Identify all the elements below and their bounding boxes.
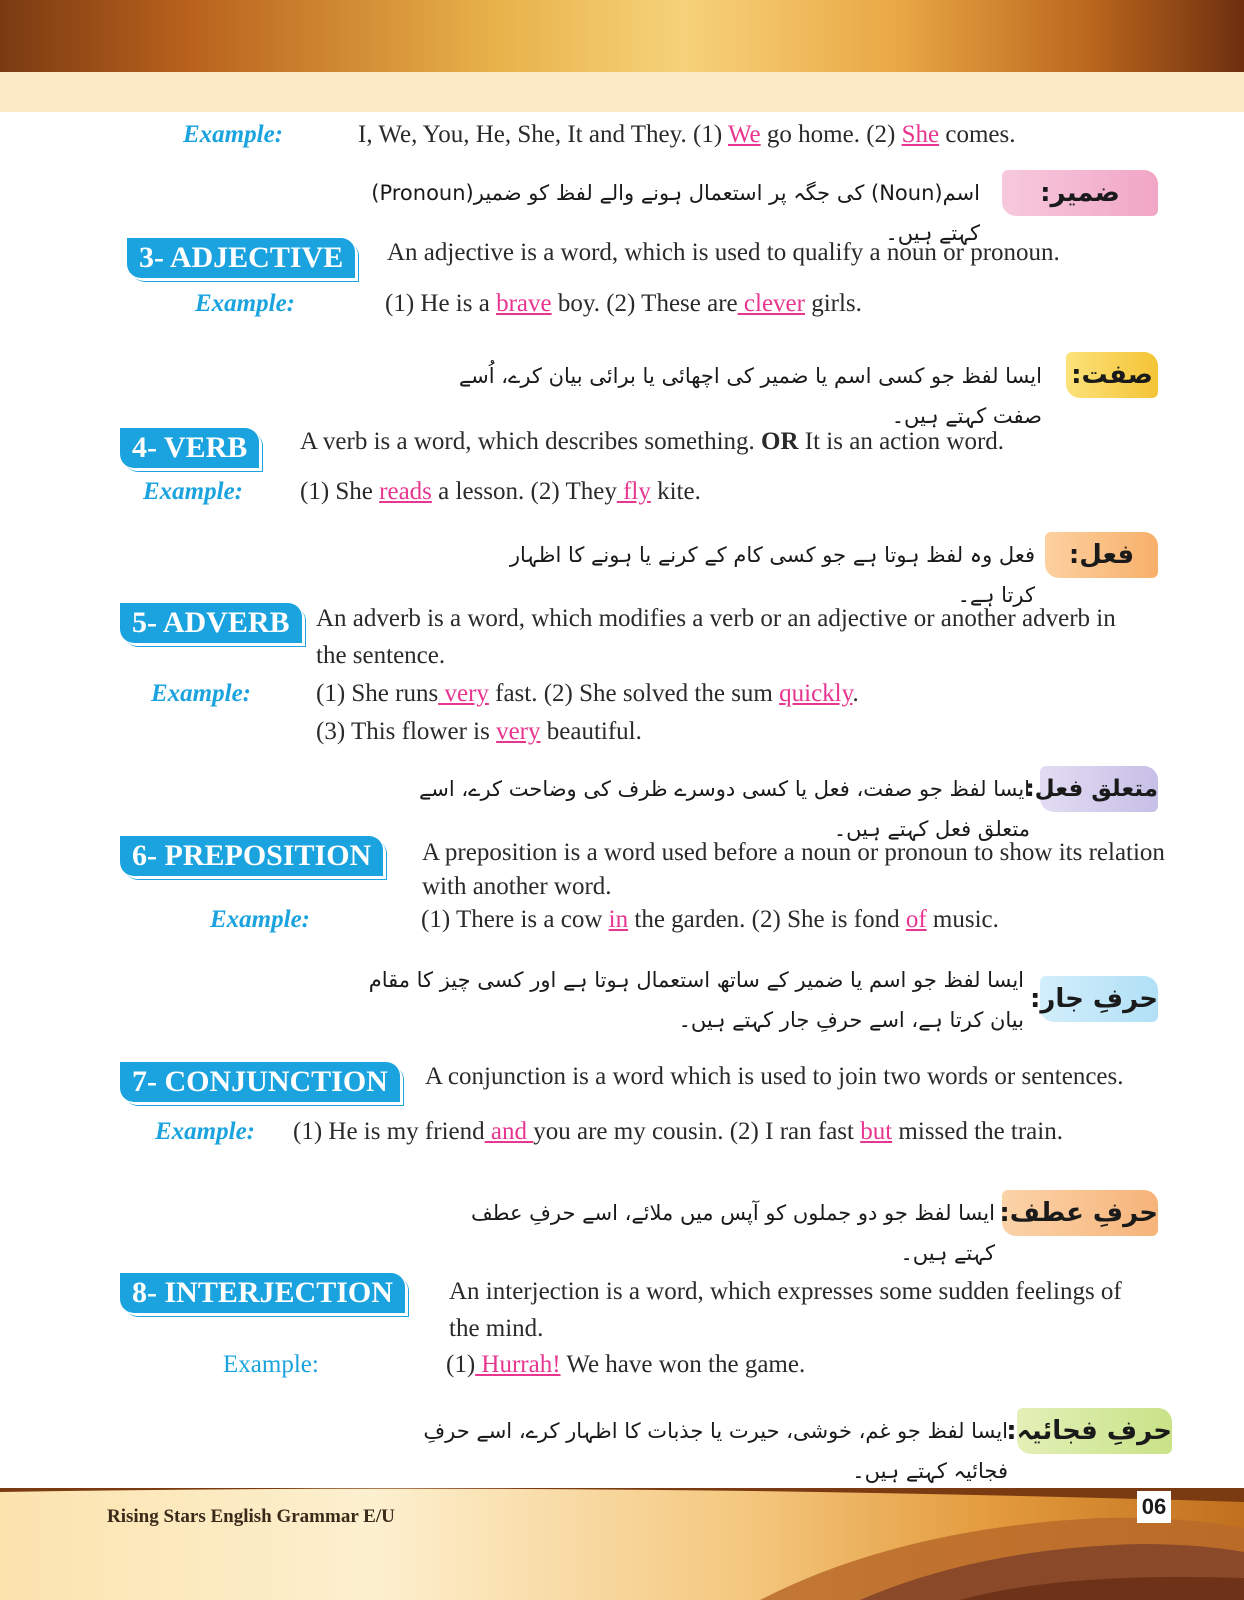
interjection-definition: An interjection is a word, which expresses some sudden feelings of the mind.	[449, 1278, 1122, 1342]
adjective-urdu-label: صفت:	[1066, 352, 1158, 398]
top-banner	[0, 0, 1244, 72]
bottom-banner	[0, 1488, 1244, 1600]
interjection-heading: 8- INTERJECTION	[120, 1273, 405, 1313]
highlight-word: quickly	[779, 680, 853, 707]
pronoun-urdu-definition: اسم(Noun) کی جگہ پر استعمال ہونے والے لفظ کو ضمیر(Pronoun) کہتے ہیں۔	[371, 181, 980, 245]
example-text: kite.	[650, 478, 701, 505]
verb-example	[300, 478, 701, 506]
adjective-definition: An adjective is a word, which is used to qualify a noun or pronoun.	[387, 239, 1060, 266]
example-text: go home. (2)	[760, 121, 902, 148]
interjection-example-label: Example:	[223, 1351, 319, 1378]
highlight-word: and	[484, 1118, 534, 1145]
pronoun-example	[358, 121, 1015, 149]
highlight-word: very	[438, 680, 489, 707]
example-text: fast. (2) She solved the sum	[488, 680, 780, 707]
definition-text: A verb is a word, which describes something.	[300, 428, 762, 455]
highlight-word: brave	[496, 290, 552, 317]
verb-example-label: Example:	[143, 478, 243, 505]
example-text: comes.	[939, 121, 1016, 148]
or-text: OR	[761, 428, 799, 455]
interjection-urdu-label: حرفِ فجائیہ:	[1017, 1408, 1172, 1454]
example-text: (1) He is a	[385, 290, 497, 317]
example-text: the garden. (2) She is fond	[628, 906, 906, 933]
footer-title: Rising Stars English Grammar E/U	[107, 1506, 395, 1527]
preposition-urdu-label: حرفِ جار:	[1040, 976, 1158, 1022]
example-text: a lesson. (2) They	[431, 478, 617, 505]
pronoun-example-label: Example:	[183, 121, 283, 148]
highlight-word: Hurrah!	[475, 1351, 561, 1378]
interjection-urdu-definition: ایسا لفظ جو غم، خوشی، حیرت یا جذبات کا اظہار کرے، اسے حرفِ فجائیہ کہتے ہیں۔	[423, 1419, 1008, 1483]
adverb-example-2	[316, 718, 642, 746]
highlight-word: She	[901, 121, 940, 148]
adverb-example-1	[316, 680, 859, 708]
conjunction-definition: A conjunction is a word which is used to join two words or sentences.	[425, 1063, 1124, 1090]
preposition-example-label: Example:	[210, 906, 310, 933]
preposition-definition: A preposition is a word used before a noun or pronoun to show its relation with another word.	[422, 839, 1165, 900]
verb-definition	[300, 428, 1004, 456]
example-text: .	[852, 680, 859, 707]
adjective-example-label: Example:	[195, 290, 295, 317]
example-text: (1) She runs	[316, 680, 439, 707]
conjunction-heading: 7- CONJUNCTION	[120, 1062, 400, 1102]
highlight-word: fly	[616, 478, 651, 505]
page-number: 06	[1137, 1491, 1171, 1523]
example-text: I, We, You, He, She, It and They. (1)	[358, 121, 728, 148]
highlight-word: reads	[379, 478, 432, 505]
highlight-word: very	[496, 718, 541, 745]
adjective-example	[385, 290, 862, 318]
verb-heading: 4- VERB	[120, 428, 259, 468]
adjective-urdu-definition: ایسا لفظ جو کسی اسم یا ضمیر کی اچھائی یا برائی بیان کرے، اُسے صفت کہتے ہیں۔	[458, 364, 1042, 428]
highlight-word: of	[905, 906, 927, 933]
definition-text: It is an action word.	[798, 428, 1005, 455]
preposition-heading: 6- PREPOSITION	[120, 836, 383, 876]
conjunction-example	[293, 1118, 1063, 1146]
example-text: (3) This flower is	[316, 718, 497, 745]
highlight-word: but	[860, 1118, 893, 1145]
highlight-word: in	[608, 906, 629, 933]
highlight-word: We	[727, 121, 761, 148]
adjective-heading: 3- ADJECTIVE	[127, 238, 355, 278]
example-text: music.	[926, 906, 999, 933]
preposition-urdu-definition: ایسا لفظ جو اسم یا ضمیر کے ساتھ استعمال ہوتا ہے اور کسی چیز کا مقام بیان کرتا ہے، اسے حرفِ جار کہتے ہیں۔	[368, 968, 1024, 1032]
example-text: you are my cousin. (2) I ran fast	[533, 1118, 861, 1145]
interjection-example	[446, 1351, 805, 1379]
pronoun-urdu-label: ضمیر:	[1002, 170, 1158, 216]
preposition-example	[421, 906, 999, 934]
example-text: beautiful.	[540, 718, 642, 745]
conjunction-urdu-definition: ایسا لفظ جو دو جملوں کو آپس میں ملائے، اسے حرفِ عطف کہتے ہیں۔	[470, 1201, 995, 1265]
adverb-urdu-definition: ایسا لفظ جو صفت، فعل یا کسی دوسرے ظرف کی وضاحت کرے، اسے متعلق فعل کہتے ہیں۔	[418, 777, 1030, 841]
example-text: girls.	[804, 290, 862, 317]
conjunction-example-label: Example:	[155, 1118, 255, 1145]
torn-edge	[0, 104, 1244, 116]
example-text: (1) There is a cow	[421, 906, 609, 933]
adverb-heading: 5- ADVERB	[120, 603, 302, 643]
example-text: We have won the game.	[560, 1351, 806, 1378]
example-text: boy. (2) These are	[551, 290, 738, 317]
example-text: missed the train.	[892, 1118, 1063, 1145]
example-text: (1) He is my friend	[293, 1118, 485, 1145]
verb-urdu-label: فعل:	[1045, 532, 1158, 578]
adverb-example-label: Example:	[151, 680, 251, 707]
adverb-urdu-label: متعلق فعل:	[1040, 766, 1158, 812]
adverb-definition: An adverb is a word, which modifies a verb or an adjective or another adverb in the sentence.	[316, 605, 1116, 669]
example-text: (1)	[446, 1351, 476, 1378]
conjunction-urdu-label: حرفِ عطف:	[1002, 1190, 1158, 1236]
verb-urdu-definition: فعل وہ لفظ ہوتا ہے جو کسی کام کے کرنے یا ہونے کا اظہار کرتا ہے۔	[509, 543, 1035, 607]
example-text: (1) She	[300, 478, 380, 505]
highlight-word: clever	[737, 290, 805, 317]
